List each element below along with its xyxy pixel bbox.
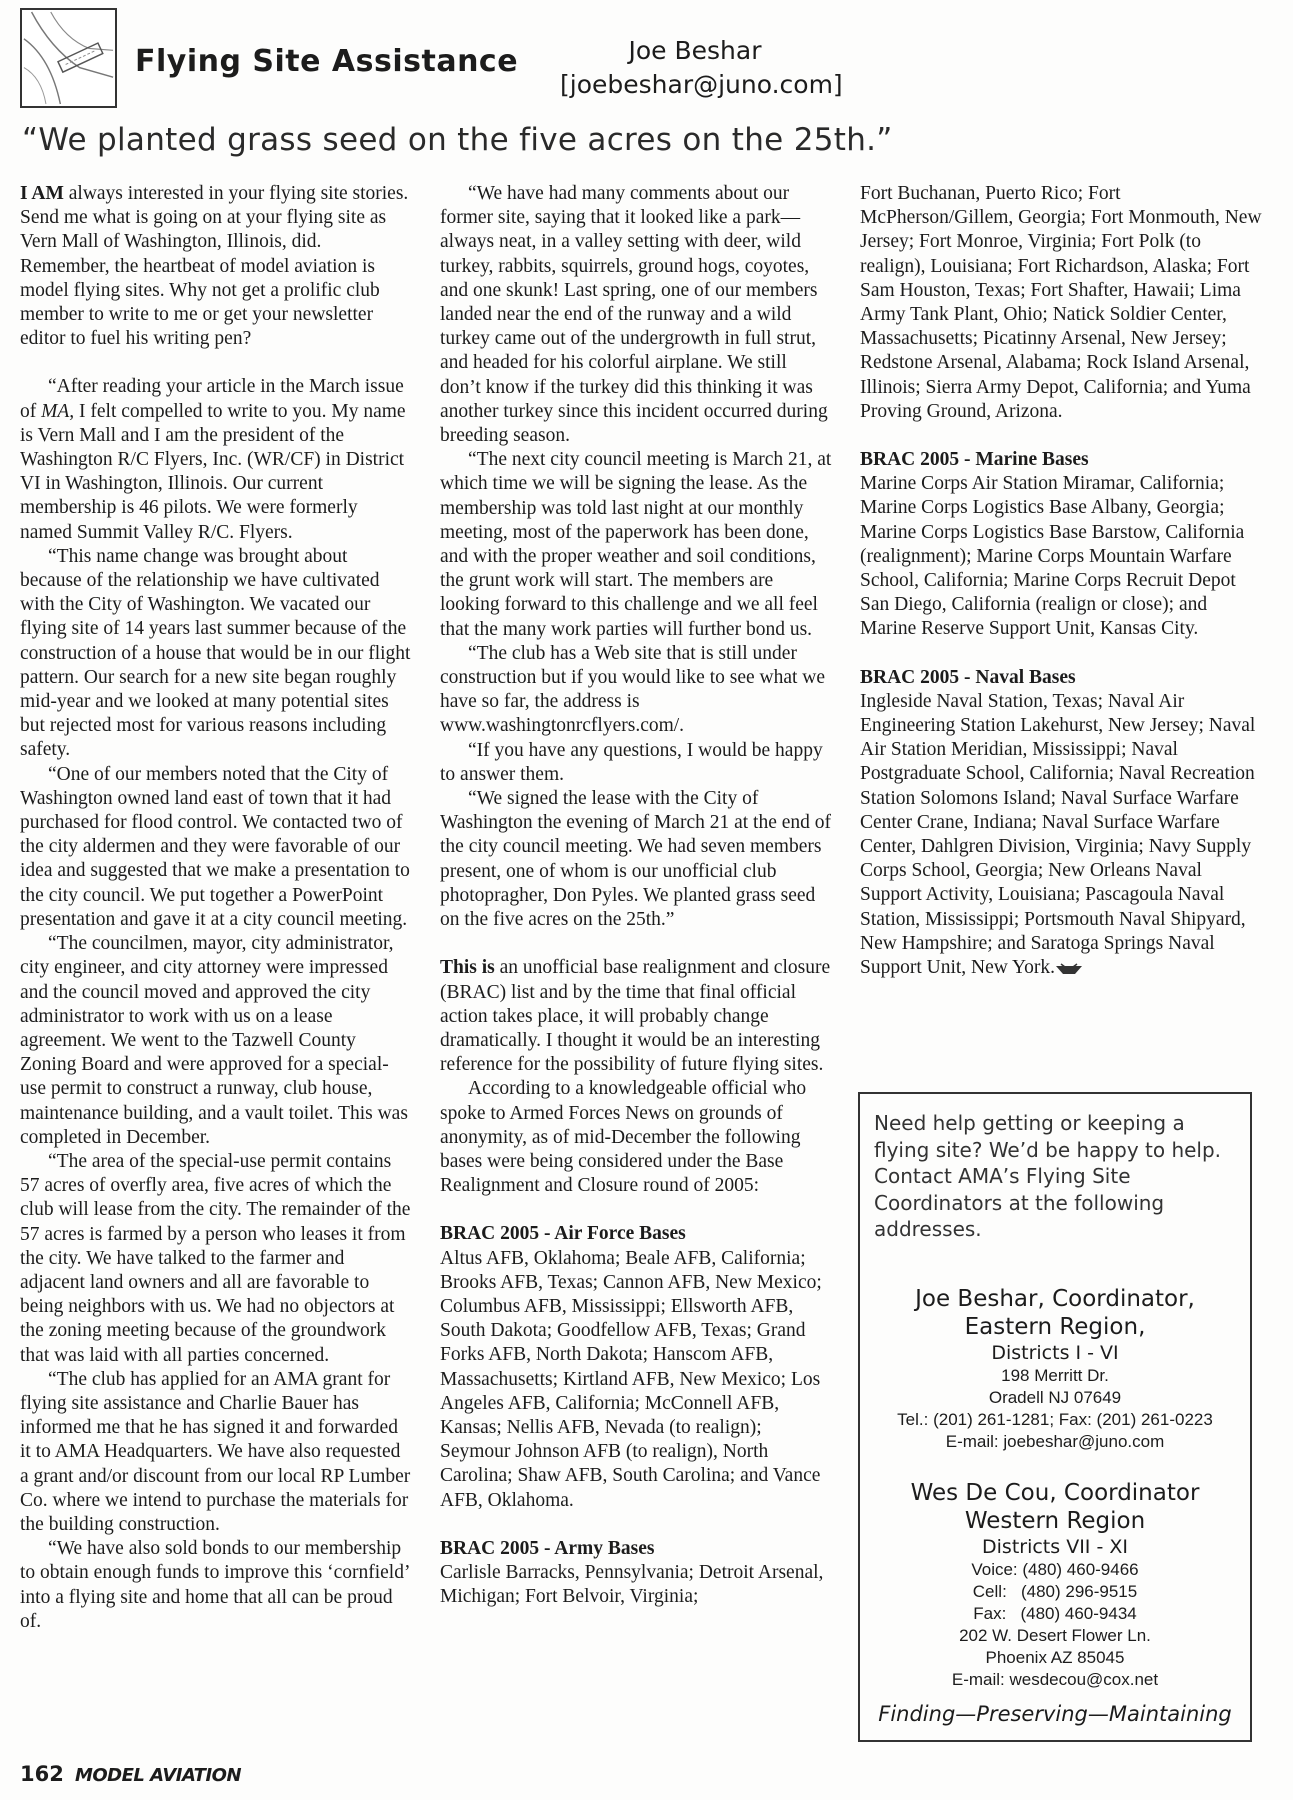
department-logo xyxy=(20,8,117,108)
section-heading-army: BRAC 2005 - Army Bases xyxy=(440,1537,655,1559)
coordinator-western xyxy=(874,1479,1236,1691)
article-column-3 xyxy=(860,182,1268,980)
base-list-army: Carlisle Barracks, Pennsylvania; Detroit Arsenal, Michigan; Fort Belvoir, Virginia; xyxy=(440,1561,824,1608)
lead-in: I AM xyxy=(20,183,64,204)
paragraph: “We have also sold bonds to our membership to obtain enough funds to improve this ‘cornfield’ into a flying site and home that all can be proud of. xyxy=(20,1538,410,1632)
info-intro: Need help getting or keeping a flying site? We’d be happy to help. Contact AMA’s Flying Site Coordinators at the following addresses. xyxy=(874,1111,1222,1241)
paragraph: “The club has a Web site that is still under construction but if you would like to see what we have so far, the address is www.washingtonrcflyers.com/. xyxy=(440,642,826,737)
section-heading-air-force: BRAC 2005 - Air Force Bases xyxy=(440,1223,686,1245)
coordinator-eastern xyxy=(874,1285,1236,1453)
paragraph: “One of our members noted that the City of Washington owned land east of town that it had purchased for flood control. We contacted two of the city aldermen and they were favorable of our idea and suggested that we make a presentation to the city council. We put together a PowerPoint presentation and gave it at a city council meeting. xyxy=(20,763,410,930)
author-name: Joe Beshar xyxy=(628,36,762,65)
coordinator-street: 198 Merritt Dr. xyxy=(1001,1365,1109,1385)
coordinator-districts: Districts I - VI xyxy=(991,1341,1119,1364)
coordinator-street: 202 W. Desert Flower Ln. xyxy=(959,1625,1151,1645)
paragraph: “The next city council meeting is March 21, at which time we will be signing the lease. As the membership was told last night at our monthly meeting, most of the paperwork has been done, and with the proper weather and soil conditions, the grunt work will start. The members are looking forward to this challenge and we all feel that the many work parties will further bond us. xyxy=(440,449,832,640)
paragraph: “The area of the special-use permit contains 57 acres of overfly area, five acres of which the club will lease from the city. The remainder of the 57 acres is farmed by a person who leases it from the city. We have talked to the farmer and adjacent land owners and all are favorable to being neighbors with us. We had no objectors at the zoning meeting because of the groundwork that was laid with all parties concerned. xyxy=(20,1150,411,1366)
paragraph: “This name change was brought about because of the relationship we have cultivated with the City of Washington. We vacated our flying site of 14 years last summer because of the construction of a house that would be in our flight pattern. Our search for a new site began roughly mid-year and we looked at many potential sites but rejected most for various reasons including safety. xyxy=(20,545,411,761)
paragraph: “We signed the lease with the City of Washington the evening of March 21 at the end of the city council meeting. We had seven members present, one of whom is our unofficial club photopragher, Don Pyles. We planted grass seed on the five acres on the 25th.” xyxy=(440,788,832,931)
paragraph: This is an unofficial base realignment and closure (BRAC) list and by the time that final official action takes place, it will probably change dramatically. I thought it would be an interesting reference for the possibility of future flying sites. xyxy=(440,957,831,1076)
lead-in: This is xyxy=(440,957,495,979)
base-list-marine: Marine Corps Air Station Miramar, California; Marine Corps Logistics Base Albany, Georgia; Marine Corps Logistics Base Barstow, California (realignment); Marine Corps Mountain Warfare School, California; Marine Corps Recruit Depot San Diego, California (realign or close); and Marine Reserve Support Unit, Kansas City. xyxy=(860,473,1245,640)
paragraph: “The club has applied for an AMA grant for flying site assistance and Charlie Bauer has informed me that he has signed it and forwarded it to AMA Headquarters. We have also requested a grant and/or discount from our local RP Lumber Co. where we intend to purchase the materials for the building construction. xyxy=(20,1368,411,1535)
coordinator-email[interactable]: E-mail: joebeshar@juno.com xyxy=(945,1431,1165,1451)
paragraph: I AM always interested in your flying site stories. Send me what is going on at your flying site as Vern Mall of Washington, Illinois, did. Remember, the heartbeat of model aviation is model flying sites. Why not get a prolific club member to write to me or get your newsletter editor to fuel his writing pen? xyxy=(20,183,409,350)
airfield-map-icon xyxy=(22,10,115,106)
page-number: 162 xyxy=(20,1762,64,1786)
pull-quote: “We planted grass seed on the five acres on the 25th.” xyxy=(22,122,893,158)
author-byline xyxy=(560,34,843,102)
base-list-naval: Ingleside Naval Station, Texas; Naval Air Engineering Station Lakehurst, New Jersey; Naval Air Station Meridian, Mississippi; Naval Postgraduate School, California; Naval Recreation Station Solomons Island; Naval Surface Warfare Center Crane, Indiana; Naval Surface Warfare Center, Dahlgren Division, Virginia; Navy Supply Corps School, Georgia; New Orleans Naval Support Activity, Louisiana; Pascagoula Naval Station, Mississippi; Portsmouth Naval Shipyard, New Hampshire; and Saratoga Springs Naval Support Unit, New York. xyxy=(860,690,1256,979)
base-list-air-force: Altus AFB, Oklahoma; Beale AFB, California; Brooks AFB, Texas; Cannon AFB, New Mexico; Columbus AFB, Mississippi; Ellsworth AFB, South Dakota; Goodfellow AFB, Texas; Grand Forks AFB, North Dakota; Hanscom AFB, Massachusetts; Kirtland AFB, New Mexico; Los Angeles AFB, California; McConnell AFB, Kansas; Nellis AFB, Nevada (to realign); Seymour Johnson AFB (to realign), North Carolina; Shaw AFB, South Carolina; and Vance AFB, Oklahoma. xyxy=(440,1247,822,1511)
coordinator-region: Eastern Region, xyxy=(964,1313,1146,1340)
paragraph: “If you have any questions, I would be happy to answer them. xyxy=(440,739,823,785)
coordinator-districts: Districts VII - XI xyxy=(982,1535,1128,1558)
paragraph: “The councilmen, mayor, city administrator, city engineer, and city attorney were impressed and the council moved and approved the city administrator to work with us on a lease agreement. We went to the Tazwell County Zoning Board and were approved for a special-use permit to construct a runway, club house, maintenance building, and a vault toilet. This was completed in December. xyxy=(20,933,408,1148)
tagline: Finding—Preserving—Maintaining xyxy=(878,1702,1232,1726)
coordinator-title: Joe Beshar, Coordinator, xyxy=(915,1285,1195,1312)
author-email[interactable]: [joebeshar@juno.com] xyxy=(560,70,843,99)
coordinator-title: Wes De Cou, Coordinator xyxy=(910,1479,1200,1506)
article-column-2 xyxy=(440,182,832,1609)
section-heading-naval: BRAC 2005 - Naval Bases xyxy=(860,666,1076,688)
article-column-1 xyxy=(20,182,412,1634)
coordinator-email[interactable]: E-mail: wesdecou@cox.net xyxy=(951,1669,1159,1689)
paragraph: According to a knowledgeable official who spoke to Armed Forces News on grounds of anonymity, as of mid-December the following bases were being considered under the Base Realignment and Closure round of 2005: xyxy=(440,1078,807,1197)
page-footer xyxy=(20,1762,241,1786)
section-heading-marine: BRAC 2005 - Marine Bases xyxy=(860,449,1089,471)
coordinator-city: Oradell NJ 07649 xyxy=(988,1387,1122,1407)
paragraph: “After reading your article in the March issue of MA, I felt compelled to write to you. My name is Vern Mall and I am the president of the Washington R/C Flyers, Inc. (WR/CF) in District VI in Washington, Illinois. Our current membership is 46 pilots. We were formerly named Summit Valley R/C. Flyers. xyxy=(20,376,406,543)
magazine-name: MODEL AVIATION xyxy=(74,1765,242,1786)
coordinator-city: Phoenix AZ 85045 xyxy=(985,1647,1125,1667)
paragraph: “We have had many comments about our former site, saying that it looked like a park—always neat, in a valley setting with deer, wild turkey, rabbits, squirrels, ground hogs, coyotes, and one skunk! Last spring, one of our members landed near the end of the runway and a wild turkey came out of the undergrowth in full strut, and headed for his colorful airplane. We still don’t know if the turkey did this thinking it was another turkey since this incident occurred during breeding season. xyxy=(440,183,828,447)
coordinator-voice: Voice: (480) 460-9466 xyxy=(971,1559,1139,1579)
coordinator-fax: Fax: (480) 460-9434 xyxy=(973,1603,1137,1623)
coordinator-info-box xyxy=(858,1092,1252,1742)
coordinator-region: Western Region xyxy=(964,1507,1146,1534)
magazine-abbrev: MA, xyxy=(41,400,75,422)
base-list-army-continued: Fort Buchanan, Puerto Rico; Fort McPherson/Gillem, Georgia; Fort Monmouth, New Jersey; Fort Monroe, Virginia; Fort Polk (to realign), Louisiana; Fort Richardson, Alaska; Fort Sam Houston, Texas; Fort Shafter, Hawaii; Lima Army Tank Plant, Ohio; Natick Soldier Center, Massachusetts; Picatinny Arsenal, New Jersey; Redstone Arsenal, Alabama; Rock Island Arsenal, Illinois; Sierra Army Depot, California; and Yuma Proving Ground, Arizona. xyxy=(860,183,1262,422)
department-title: Flying Site Assistance xyxy=(135,44,519,79)
coordinator-cell: Cell: (480) 296-9515 xyxy=(972,1581,1138,1601)
coordinator-phone: Tel.: (201) 261-1281; Fax: (201) 261-0223 xyxy=(897,1409,1213,1429)
ama-end-mark-icon xyxy=(1055,962,1083,976)
